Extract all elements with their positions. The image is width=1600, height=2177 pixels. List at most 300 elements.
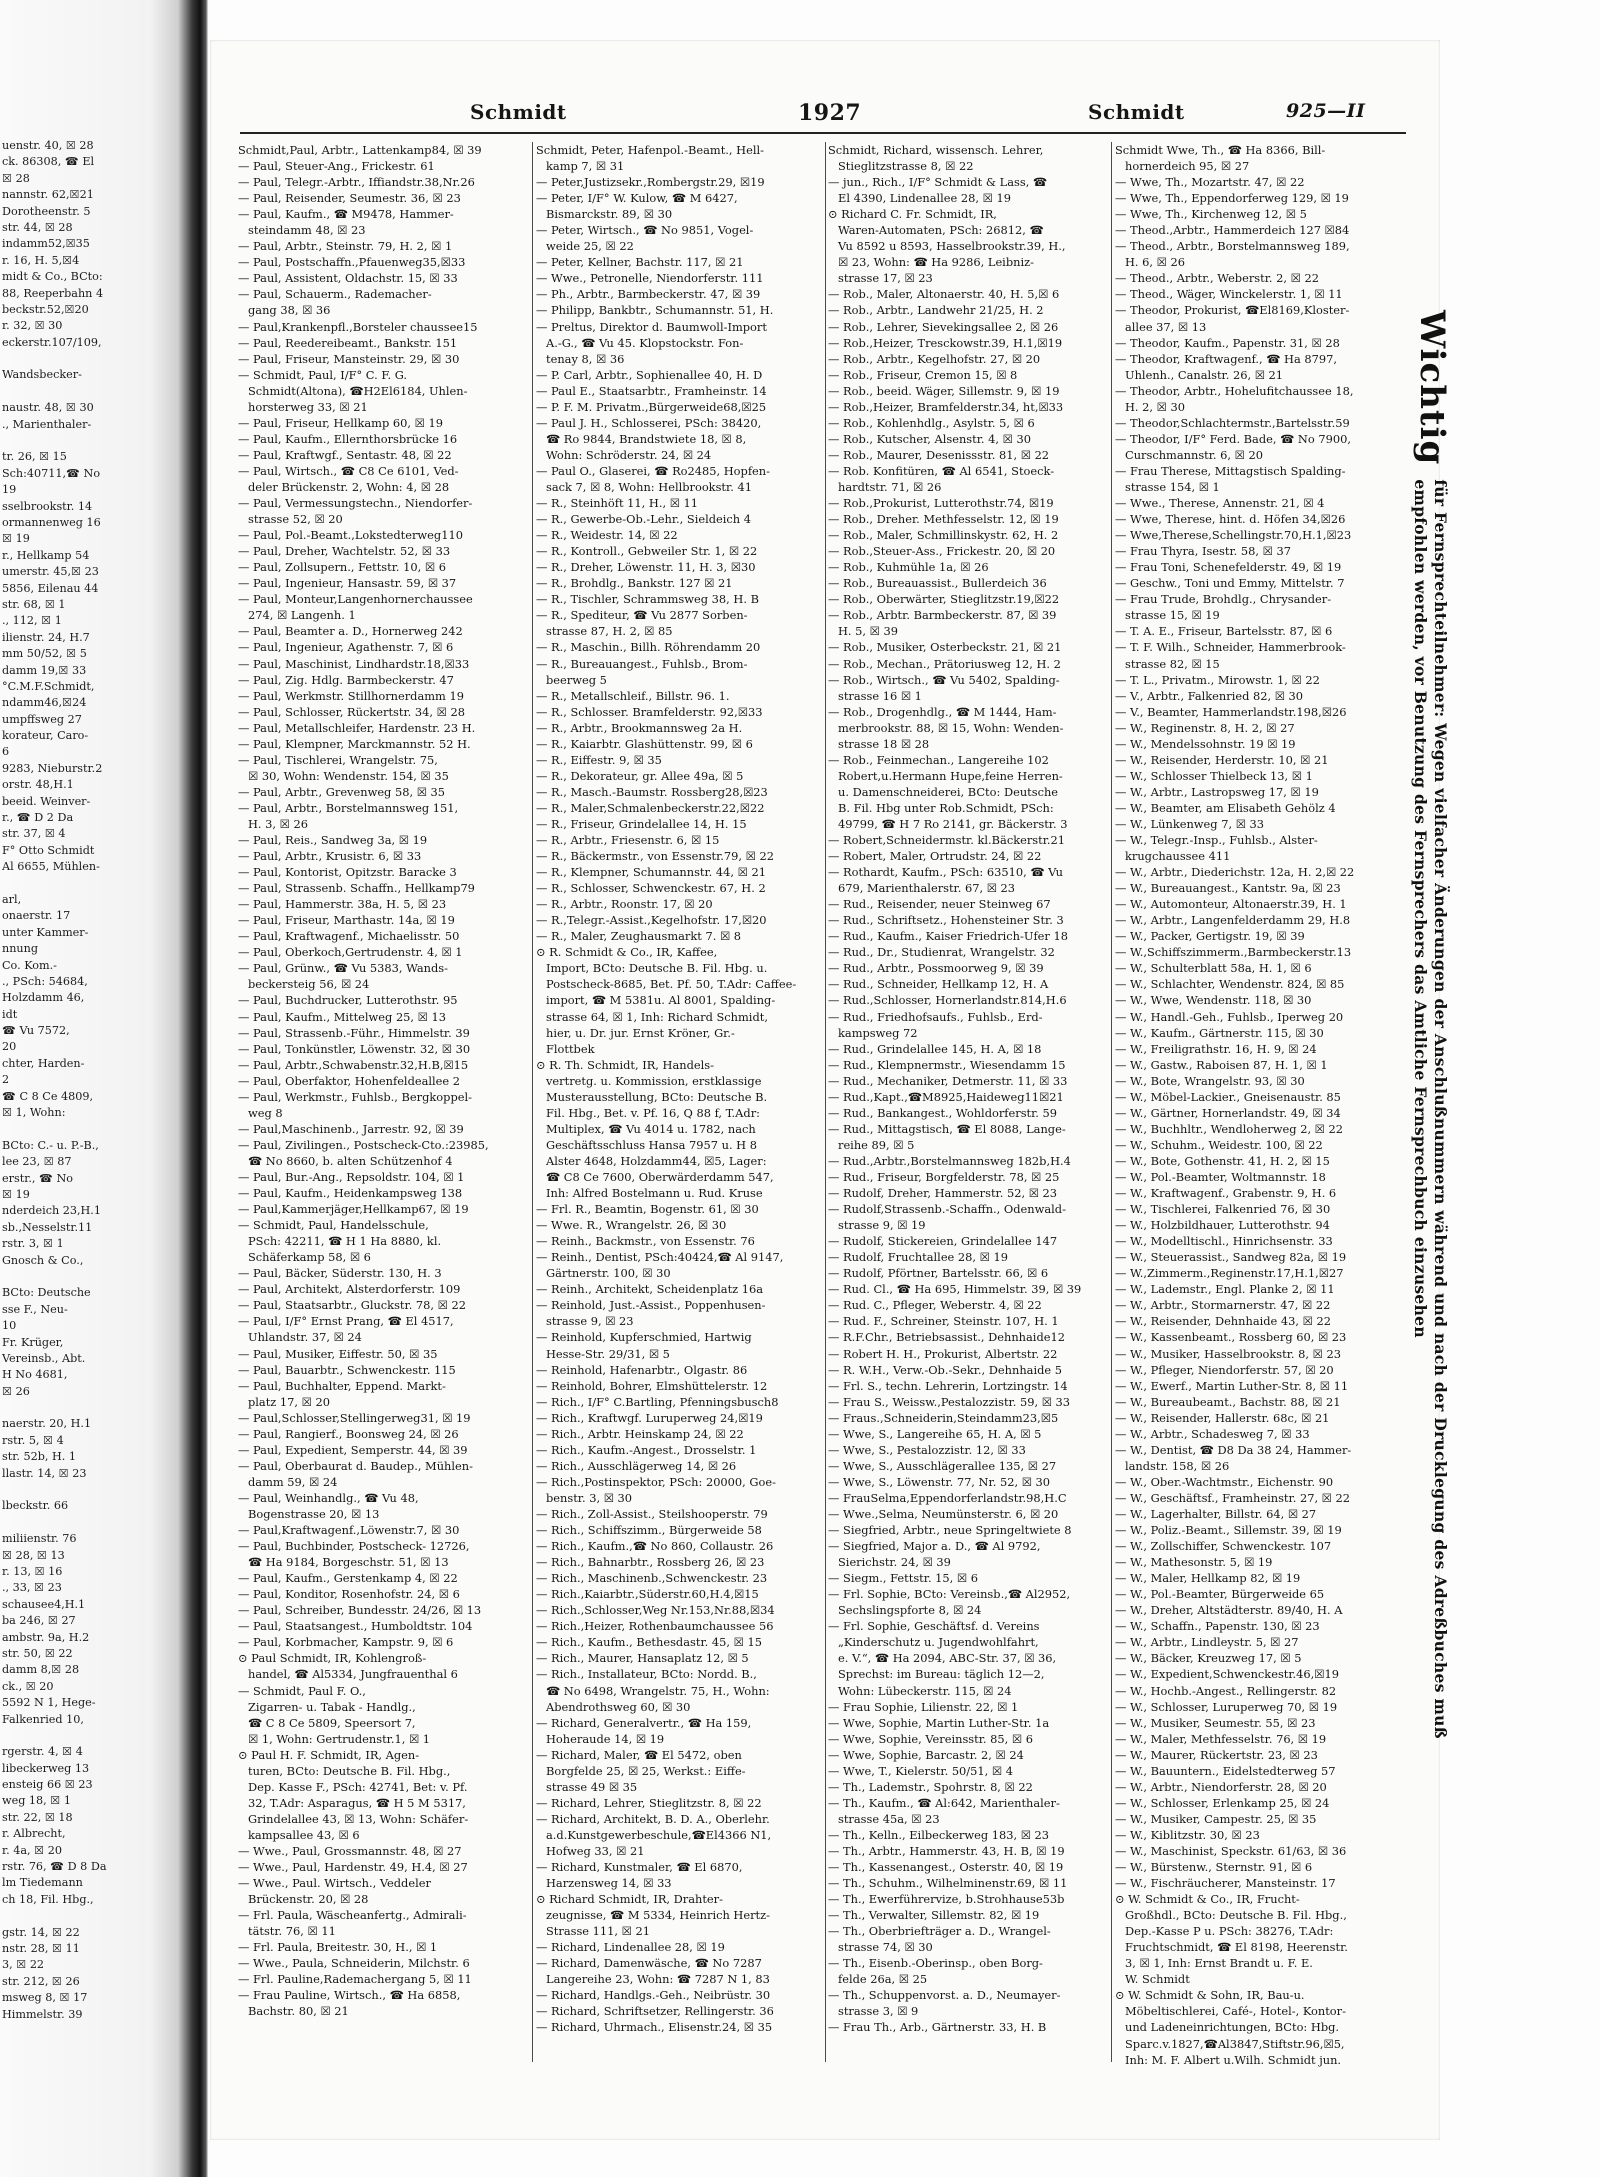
directory-entry-line: — W.,Zimmerm.,Reginenstr.17,H.1,☒27 <box>1115 1266 1344 1281</box>
prev-column-line: str. 52b, H. 1 <box>2 1450 76 1464</box>
directory-entry-line: hardtstr. 71, ☒ 26 <box>838 479 942 494</box>
directory-entry-line: — W., Arbtr., Diederichstr. 12a, H. 2,☒ 22 <box>1115 865 1355 880</box>
directory-entry-line: — R., Masch.-Baumstr. Rossberg28,☒23 <box>536 784 768 799</box>
prev-column-line: r. Albrecht, <box>2 1827 66 1841</box>
directory-entry-line: — W., Handl.-Geh., Fuhlsb., Iperweg 20 <box>1115 1009 1344 1024</box>
directory-entry-line: — W., Pfleger, Niendorferstr. 57, ☒ 20 <box>1115 1362 1334 1377</box>
directory-entry-line: Uhlandstr. 37, ☒ 24 <box>248 1330 362 1345</box>
directory-entry-line: — Wwe, Th., Mozartstr. 47, ☒ 22 <box>1115 175 1305 190</box>
directory-entry-line: e. V.“, ☎ Ha 2094, ABC-Str. 37, ☒ 36, <box>838 1651 1057 1666</box>
prev-column-line: Sch:40711,☎ No <box>2 466 101 480</box>
directory-entry-line: — W., Maler, Methfesselstr. 76, ☒ 19 <box>1115 1731 1327 1746</box>
directory-entry-line: — Paul, Buchdrucker, Lutterothstr. 95 <box>238 993 458 1008</box>
directory-entry-line: — Frau S., Weissw.,Pestalozzistr. 59, ☒ 33 <box>828 1394 1071 1409</box>
directory-entry-line: Flottbek <box>546 1041 595 1056</box>
prev-column-line: H No 4681, <box>2 1368 68 1382</box>
directory-entry-line: — Paul, Architekt, Alsterdorferstr. 109 <box>238 1282 461 1297</box>
prev-column-line: ☒ 28, ☒ 13 <box>2 1548 65 1562</box>
directory-entry-line: — Rich., Kraftwgf. Luruperweg 24,☒19 <box>536 1410 763 1425</box>
directory-entry-line: — Frau Toni, Schenefelderstr. 49, ☒ 19 <box>1115 560 1342 575</box>
directory-entry-line: — W., Reisender, Dehnhaide 43, ☒ 22 <box>1115 1314 1331 1329</box>
directory-entry-line: — Th., Kelln., Eilbeckerweg 183, ☒ 23 <box>828 1827 1050 1842</box>
directory-entry-line: Gärtnerstr. 100, ☒ 30 <box>546 1266 671 1281</box>
directory-entry-line: — Wwe, Therese, hint. d. Höfen 34,☒26 <box>1115 512 1346 527</box>
prev-column-line: damm 8,☒ 28 <box>2 1663 80 1677</box>
directory-entry-line: — Richard, Damenwäsche, ☎ No 7287 <box>536 1956 762 1971</box>
directory-entry-line: — W., Möbel-Lackier., Gneisenaustr. 85 <box>1115 1089 1341 1104</box>
directory-entry-line: strasse 18 ☒ 28 <box>838 736 930 751</box>
directory-entry-line: Inh: Alfred Bostelmann u. Rud. Kruse <box>546 1186 763 1201</box>
directory-entry-line: — Paul, Buchhalter, Eppend. Markt- <box>238 1378 446 1393</box>
directory-entry-line: — Rob., Kohlenhdlg., Asylstr. 5, ☒ 6 <box>828 415 1035 430</box>
directory-entry-line: tätstr. 76, ☒ 11 <box>248 1924 336 1939</box>
directory-entry-line: 274, ☒ Langenh. 1 <box>248 608 356 623</box>
directory-entry-line: — Rudolf, Stickereien, Grindelallee 147 <box>828 1234 1058 1249</box>
directory-entry-line: — jun., Rich., I/F° Schmidt & Lass, ☎ <box>828 175 1048 190</box>
directory-entry-line: — Paul, Arbtr.,Schwabenstr.32,H.B,☒15 <box>238 1057 469 1072</box>
directory-entry-line: strasse 49 ☒ 35 <box>546 1779 638 1794</box>
directory-entry-line: — Paul, Kontorist, Opitzstr. Baracke 3 <box>238 865 457 880</box>
directory-entry-line: — W., Reisender, Hallerstr. 68c, ☒ 21 <box>1115 1410 1330 1425</box>
directory-entry-line: Dep.-Kasse P u. PSch: 38276, T.Adr: <box>1125 1924 1334 1939</box>
directory-entry-line: — W., Hochb.-Angest., Rellingerstr. 82 <box>1115 1683 1337 1698</box>
directory-entry-line: — Paul, Dreher, Wachtelstr. 52, ☒ 33 <box>238 544 451 559</box>
directory-entry-line: — W., Arbtr., Lindleystr. 5, ☒ 27 <box>1115 1635 1299 1650</box>
prev-column-line <box>2 1908 152 1924</box>
directory-entry-line: H. 3, ☒ 26 <box>248 816 308 831</box>
directory-entry-line: — Rob., Feinmechan., Langereihe 102 <box>828 752 1049 767</box>
directory-entry-line: — Rud., Grindelallee 145, H. A, ☒ 18 <box>828 1041 1042 1056</box>
directory-entry-line: — W., Kassenbeamt., Rossberg 60, ☒ 23 <box>1115 1330 1347 1345</box>
directory-column-2 <box>536 142 822 2072</box>
prev-column-line: mm 50/52, ☒ 5 <box>2 647 87 661</box>
prev-column-line: r. 13, ☒ 16 <box>2 1564 63 1578</box>
directory-entry-line: — Rob., Drogenhdlg., ☎ M 1444, Ham- <box>828 704 1057 719</box>
directory-entry-line: — Rich., Installateur, BCto: Nordd. B., <box>536 1667 757 1682</box>
directory-entry-line: — Rich., Arbtr. Heinskamp 24, ☒ 22 <box>536 1426 744 1441</box>
directory-entry-line: — Paul, Kaufm., Heidenkampsweg 138 <box>238 1186 463 1201</box>
directory-entry-line: — T. L., Privatm., Mirowstr. 1, ☒ 22 <box>1115 672 1320 687</box>
prev-column-line: ☒ 26 <box>2 1384 30 1398</box>
directory-entry-line: — Rob., Arbtr., Landwehr 21/25, H. 2 <box>828 303 1044 318</box>
directory-entry-line: strasse 52, ☒ 20 <box>248 512 343 527</box>
directory-entry-line: — Paul, Kaufm., Ellernthorsbrücke 16 <box>238 431 458 446</box>
directory-entry-line: Harzensweg 14, ☒ 33 <box>546 1876 672 1891</box>
prev-column-line: 9283, Nieburstr.2 <box>2 761 103 775</box>
directory-entry-line: — R., Gewerbe-Ob.-Lehr., Sieldeich 4 <box>536 512 751 527</box>
directory-entry-line: — W., Freiligrathstr. 16, H. 9, ☒ 24 <box>1115 1041 1317 1056</box>
directory-entry-line: — Paul, Weinhandlg., ☎ Vu 48, <box>238 1490 419 1505</box>
directory-entry-line: — Paul,Kraftwagenf.,Löwenstr.7, ☒ 30 <box>238 1523 460 1538</box>
directory-entry-line: — Wwe, S., Löwenstr. 77, Nr. 52, ☒ 30 <box>828 1474 1051 1489</box>
directory-entry-line: — Paul, Schreiber, Bundesstr. 24/26, ☒ 13 <box>238 1603 482 1618</box>
directory-entry-line: — Frl. Paula, Breitestr. 30, H., ☒ 1 <box>238 1940 438 1955</box>
directory-entry-line: — Th., Ewerführervize, b.Strohhause53b <box>828 1892 1065 1907</box>
directory-entry-line: — T. F. Wilh., Schneider, Hammerbrook- <box>1115 640 1346 655</box>
directory-entry-line: Hoheraude 14, ☒ 19 <box>546 1731 665 1746</box>
directory-entry-line: — Theod.,Arbtr., Hammerdeich 127 ☒84 <box>1115 223 1350 238</box>
directory-entry-line: — R., Maler,Schmalenbeckerstr.22,☒22 <box>536 800 765 815</box>
directory-entry-line: — W., Schulterblatt 58a, H. 1, ☒ 6 <box>1115 961 1312 976</box>
directory-entry-line: H. 5, ☒ 39 <box>838 624 898 639</box>
directory-entry-line: steindamm 48, ☒ 23 <box>248 223 366 238</box>
prev-column-line: Dorotheenstr. 5 <box>2 204 91 218</box>
prev-column-line: llastr. 14, ☒ 23 <box>2 1466 87 1480</box>
directory-entry-line: — R., Bäckermstr., von Essenstr.79, ☒ 22 <box>536 849 774 864</box>
directory-entry-line: — P. F. M. Privatm.,Bürgerweide68,☒25 <box>536 399 767 414</box>
prev-column-line: unter Kammer- <box>2 925 89 939</box>
directory-entry-line: strasse 45a, ☒ 23 <box>838 1811 940 1826</box>
header-rule <box>240 132 1406 134</box>
directory-entry-line: — R. W.H., Verw.-Ob.-Sekr., Dehnhaide 5 <box>828 1362 1063 1377</box>
prev-column-line: str. 37, ☒ 4 <box>2 827 66 841</box>
directory-entry-line: — W., Maschinist, Speckstr. 61/63, ☒ 36 <box>1115 1843 1347 1858</box>
directory-entry-line: — Wwe., Paul. Wirtsch., Veddeler <box>238 1876 431 1891</box>
prev-column-line: naustr. 48, ☒ 30 <box>2 401 94 415</box>
directory-entry-line: — Theod., Arbtr., Borstelmannsweg 189, <box>1115 239 1350 254</box>
directory-entry-line: — W., Bote, Gothenstr. 41, H. 2, ☒ 15 <box>1115 1153 1330 1168</box>
directory-entry-line: — Wwe., Paul, Hardenstr. 49, H.4, ☒ 27 <box>238 1860 468 1875</box>
directory-entry-line: ⊙ W. Schmidt & Co., IR, Frucht- <box>1115 1892 1300 1907</box>
prev-column-line: str. 68, ☒ 1 <box>2 597 66 611</box>
directory-entry-line: — Theodor, Kaufm., Papenstr. 31, ☒ 28 <box>1115 335 1340 350</box>
directory-entry-line: — W., Arbtr., Langenfelderdamm 29, H.8 <box>1115 913 1351 928</box>
directory-entry-line: merbrookstr. 88, ☒ 15, Wohn: Wenden- <box>838 720 1064 735</box>
directory-entry-line: — Rud., Friedhofsaufs., Fuhlsb., Erd- <box>828 1009 1043 1024</box>
directory-entry-line: — R.,Telegr.-Assist.,Kegelhofstr. 17,☒20 <box>536 913 767 928</box>
directory-entry-line: — Paul, Beamter a. D., Hornerweg 242 <box>238 624 463 639</box>
directory-entry-line: Brückenstr. 20, ☒ 28 <box>248 1892 369 1907</box>
directory-entry-line: — Rud., Kaufm., Kaiser Friedrich-Ufer 18 <box>828 929 1068 944</box>
prev-column-line: Wandsbecker- <box>2 368 82 382</box>
directory-entry-line: — Paul, Arbtr., Grevenweg 58, ☒ 35 <box>238 784 446 799</box>
prev-column-line: sse F., Neu- <box>2 1302 68 1316</box>
directory-entry-line: — W., Bauuntern., Eidelstedterweg 57 <box>1115 1763 1336 1778</box>
directory-entry-line: — Wwe, S., Pestalozzistr. 12, ☒ 33 <box>828 1442 1026 1457</box>
directory-entry-line: — Th., Oberbriefträger a. D., Wrangel- <box>828 1924 1051 1939</box>
directory-entry-line: — Paul,Maschinenb., Jarrestr. 92, ☒ 39 <box>238 1121 464 1136</box>
directory-entry-line: Schäferkamp 58, ☒ 6 <box>248 1250 371 1265</box>
directory-entry-line: — Rob., Kutscher, Alsenstr. 4, ☒ 30 <box>828 431 1031 446</box>
directory-entry-line: — Richard, Architekt, B. D. A., Oberlehr. <box>536 1811 770 1826</box>
directory-entry-line: — W., Musiker, Hasselbrookstr. 8, ☒ 23 <box>1115 1346 1341 1361</box>
column-divider <box>532 142 533 2062</box>
directory-entry-line: H. 2, ☒ 30 <box>1125 399 1185 414</box>
prev-column-line: umerstr. 45,☒ 23 <box>2 565 99 579</box>
directory-entry-line: — Paul, Zivilingen., Postscheck-Cto.:23985, <box>238 1137 489 1152</box>
prev-column-line: ., Marienthaler- <box>2 417 92 431</box>
directory-entry-line: — Paul, Konditor, Rosenhofstr. 24, ☒ 6 <box>238 1587 460 1602</box>
directory-entry-line: — Rob., Musiker, Osterbeckstr. 21, ☒ 21 <box>828 640 1062 655</box>
directory-entry-line: — Paul, Kraftwagenf., Michaelisstr. 50 <box>238 929 460 944</box>
directory-entry-line: Dep. Kasse F., PSch: 42741, Bet: v. Pf. <box>248 1779 468 1794</box>
directory-entry-line: Strasse 111, ☒ 21 <box>546 1924 650 1939</box>
directory-entry-line: a.d.Kunstgewerbeschule,☎El4366 N1, <box>546 1827 772 1842</box>
directory-entry-line: — Th., Kaufm., ☎ Al:642, Marienthaler- <box>828 1795 1060 1810</box>
directory-entry-line: — Paul, I/F° Ernst Prang, ☎ El 4517, <box>238 1314 454 1329</box>
directory-entry-line: ☒ 30, Wohn: Wendenstr. 154, ☒ 35 <box>248 768 449 783</box>
directory-entry-line: — Paul, Werkmstr. Stillhornerdamm 19 <box>238 688 464 703</box>
directory-entry-line: — Paul, Oberkoch,Gertrudenstr. 4, ☒ 1 <box>238 945 463 960</box>
directory-entry-line: — Paul, Wirtsch., ☎ C8 Ce 6101, Ved- <box>238 463 459 478</box>
directory-entry-line: — W., Ober.-Wachtmstr., Eichenstr. 90 <box>1115 1474 1334 1489</box>
directory-entry-line: tenay 8, ☒ 36 <box>546 351 625 366</box>
directory-entry-line: ⊙ W. Schmidt & Sohn, IR, Bau-u. <box>1115 1988 1305 2003</box>
directory-entry-line: — W., Beamter, am Elisabeth Gehölz 4 <box>1115 800 1336 815</box>
directory-entry-line: — W., Automonteur, Altonaerstr.39, H. 1 <box>1115 897 1347 912</box>
directory-entry-line: — R., Maler, Zeughausmarkt 7. ☒ 8 <box>536 929 742 944</box>
directory-entry-line: — Paul, Schauerm., Rademacher- <box>238 287 432 302</box>
directory-entry-line: strasse 16 ☒ 1 <box>838 688 922 703</box>
directory-entry-line: — R., Klempner, Schumannstr. 44, ☒ 21 <box>536 865 766 880</box>
directory-entry-line: — Wwe.,Selma, Neumünsterstr. 6, ☒ 20 <box>828 1506 1059 1521</box>
directory-entry-line: — Richard, Lehrer, Stieglitzstr. 8, ☒ 22 <box>536 1795 762 1810</box>
directory-entry-line: ⊙ Richard Schmidt, IR, Drahter- <box>536 1892 723 1907</box>
directory-entry-line: Sierichstr. 24, ☒ 39 <box>838 1555 951 1570</box>
directory-entry-line: — Rud.,Kapt.,☎M8925,Haideweg11☒21 <box>828 1089 1064 1104</box>
directory-entry-line: — Theodor,Schlachtermstr.,Bartelsstr.59 <box>1115 415 1350 430</box>
prev-column-line: BCto: Deutsche <box>2 1286 91 1300</box>
directory-entry-line: Bogenstrasse 20, ☒ 13 <box>248 1506 380 1521</box>
prev-column-line: eckerstr.107/109, <box>2 335 102 349</box>
directory-entry-line: — Th., Schuhm., Wilhelminenstr.69, ☒ 11 <box>828 1876 1068 1891</box>
directory-entry-line: benstr. 3, ☒ 30 <box>546 1490 633 1505</box>
directory-entry-line: Schmidt Wwe, Th., ☎ Ha 8366, Bill- <box>1115 143 1326 157</box>
directory-entry-line: — Schmidt, Paul F. O., <box>238 1683 366 1698</box>
page-header-left-name: Schmidt <box>470 100 567 124</box>
directory-entry-line: — Wwe., Petronelle, Niendorferstr. 111 <box>536 271 764 286</box>
directory-entry-line: — Rich., Kaufm.,☎ No 860, Collaustr. 26 <box>536 1539 774 1554</box>
directory-entry-line: — W., Kiblitzstr. 30, ☒ 23 <box>1115 1827 1260 1842</box>
directory-entry-line: Sparc.v.1827,☎Al3847,Stiftstr.96,☒5, <box>1125 2036 1345 2051</box>
prev-column-line: nnung <box>2 942 38 956</box>
prev-column-line: lbeckstr. 66 <box>2 1499 69 1513</box>
directory-entry-line: — W., Musiker, Seumestr. 55, ☒ 23 <box>1115 1715 1316 1730</box>
directory-entry-line: ⊙ R. Th. Schmidt, IR, Handels- <box>536 1057 714 1072</box>
directory-entry-line: Import, BCto: Deutsche B. Fil. Hbg. u. <box>546 961 768 976</box>
directory-entry-line: reihe 89, ☒ 5 <box>838 1137 915 1152</box>
directory-entry-line: — R., Tischler, Schrammsweg 38, H. B <box>536 592 759 607</box>
directory-entry-line: — Wwe, Th., Kirchenweg 12, ☒ 5 <box>1115 207 1307 222</box>
directory-entry-line: — Siegm., Fettstr. 15, ☒ 6 <box>828 1571 979 1586</box>
prev-column-line: uenstr. 40, ☒ 28 <box>2 139 94 152</box>
directory-entry-line: import, ☎ M 5381u. Al 8001, Spalding- <box>546 993 776 1008</box>
directory-entry-line: strasse 17, ☒ 23 <box>838 271 933 286</box>
directory-entry-line: — Rob., Maler, Schmillinskystr. 62, H. 2 <box>828 528 1059 543</box>
directory-entry-line: ☎ Ha 9184, Borgeschstr. 51, ☒ 13 <box>248 1555 449 1570</box>
directory-entry-line: krugchaussee 411 <box>1125 849 1231 864</box>
directory-entry-line: — Paul, Oberbaurat d. Baudep., Mühlen- <box>238 1458 473 1473</box>
directory-entry-line: — Rud., Schriftsetz., Hohensteiner Str. 3 <box>828 913 1064 928</box>
prev-column-line: ☒ 19 <box>2 532 30 546</box>
directory-entry-line: Borgfelde 25, ☒ 25, Werkst.: Eiffe- <box>546 1763 746 1778</box>
directory-entry-line: — Rob. Konfitüren, ☎ Al 6541, Stoeck- <box>828 463 1055 478</box>
directory-entry-line: Fil. Hbg., Bet. v. Pf. 16, Q 88 f, T.Adr: <box>546 1105 760 1120</box>
directory-entry-line: — W., Mathesonstr. 5, ☒ 19 <box>1115 1555 1273 1570</box>
prev-column-line: 3, ☒ 22 <box>2 1958 45 1972</box>
directory-entry-line: und Ladeneinrichtungen, BCto: Hbg. <box>1125 2020 1340 2035</box>
directory-entry-line: — W., Telegr.-Insp., Fuhlsb., Alster- <box>1115 833 1318 848</box>
directory-entry-line: — Rich.,Schlosser,Weg Nr.153,Nr.88,☒34 <box>536 1603 775 1618</box>
directory-entry-line: Multiplex, ☎ Vu 4014 u. 1782, nach <box>546 1121 756 1136</box>
directory-entry-line: horsterweg 33, ☒ 21 <box>248 399 368 414</box>
directory-entry-line: B. Fil. Hbg unter Rob.Schmidt, PSch: <box>838 800 1054 815</box>
directory-entry-line: — Richard, Uhrmach., Elisenstr.24, ☒ 35 <box>536 2020 773 2035</box>
directory-entry-line: — Rud., Arbtr., Possmoorweg 9, ☒ 39 <box>828 961 1044 976</box>
directory-entry-line: — Paul J. H., Schlosserei, PSch: 38420, <box>536 415 762 430</box>
directory-entry-line: ⊙ R. Schmidt & Co., IR, Kaffee, <box>536 945 718 960</box>
directory-entry-line: hornerdeich 95, ☒ 27 <box>1125 159 1250 174</box>
directory-entry-line: — W., Gastw., Raboisen 87, H. 1, ☒ 1 <box>1115 1057 1328 1072</box>
prev-column-line: lm Tiedemann <box>2 1876 83 1890</box>
directory-entry-line: — W., Dentist, ☎ D8 Da 38 24, Hammer- <box>1115 1442 1352 1457</box>
directory-entry-line: — Rothardt, Kaufm., PSch: 63510, ☎ Vu <box>828 865 1063 880</box>
directory-entry-line: — Richard, Lindenallee 28, ☒ 19 <box>536 1940 725 1955</box>
directory-entry-line: — W., Bote, Wrangelstr. 93, ☒ 30 <box>1115 1073 1305 1088</box>
prev-column-line <box>2 876 152 892</box>
directory-entry-line: sack 7, ☒ 8, Wohn: Hellbrookstr. 41 <box>546 479 752 494</box>
directory-entry-line: — R., Eiffestr. 9, ☒ 35 <box>536 752 662 767</box>
directory-entry-line: ☎ No 8660, b. alten Schützenhof 4 <box>248 1153 453 1168</box>
directory-entry-line: — Rud. Cl., ☎ Ha 695, Himmelstr. 39, ☒ 39 <box>828 1282 1082 1297</box>
directory-entry-line: — Rud.,Arbtr.,Borstelmannsweg 182b,H.4 <box>828 1153 1071 1168</box>
directory-entry-line: — Paul, Pol.-Beamt.,Lokstedterweg110 <box>238 528 463 543</box>
directory-column-4 <box>1115 142 1407 2072</box>
directory-entry-line: — W., Maurer, Rückertstr. 23, ☒ 23 <box>1115 1747 1318 1762</box>
directory-entry-line: — W., Poliz.-Beamt., Sillemstr. 39, ☒ 19 <box>1115 1523 1342 1538</box>
prev-column-line: Fr. Krüger, <box>2 1335 64 1349</box>
directory-entry-line: — Frau Th., Arb., Gärtnerstr. 33, H. B <box>828 2020 1047 2035</box>
directory-entry-line: — Rud., Klempnermstr., Wiesendamm 15 <box>828 1057 1066 1072</box>
directory-entry-line: — Th., Kassenangest., Osterstr. 40, ☒ 19 <box>828 1860 1064 1875</box>
directory-entry-line: — Paul, Monteur,Langenhornerchaussee <box>238 592 473 607</box>
directory-entry-line: — Robert, Maler, Ortrudstr. 24, ☒ 22 <box>828 849 1042 864</box>
directory-entry-line: — Geschw., Toni und Emmy, Mittelstr. 7 <box>1115 576 1345 591</box>
directory-entry-line: landstr. 158, ☒ 26 <box>1125 1458 1230 1473</box>
prev-column-line: °C.M.F.Schmidt, <box>2 679 95 693</box>
directory-entry-line: ☎ C 8 Ce 5809, Speersort 7, <box>248 1715 416 1730</box>
directory-entry-line: — Paul, Expedient, Semperstr. 44, ☒ 39 <box>238 1442 468 1457</box>
directory-entry-line: — Schmidt, Paul, I/F° C. F. G. <box>238 367 408 382</box>
directory-entry-line: — Th., Lademstr., Spohrstr. 8, ☒ 22 <box>828 1779 1033 1794</box>
directory-entry-line: strasse 82, ☒ 15 <box>1125 656 1220 671</box>
directory-entry-line: — Rud.,Schlosser, Hornerlandstr.814,H.6 <box>828 993 1067 1008</box>
directory-column-1 <box>238 142 528 2072</box>
directory-entry-line: — W., Pol.-Beamter, Bürgerweide 65 <box>1115 1587 1325 1602</box>
directory-entry-line: — Paul, Friseur, Hellkamp 60, ☒ 19 <box>238 415 443 430</box>
directory-entry-line: Vu 8592 u 8593, Hasselbrookstr.39, H., <box>838 239 1066 254</box>
directory-entry-line: — R., Schlosser, Schwenckestr. 67, H. 2 <box>536 881 766 896</box>
directory-entry-line: — Th., Verwalter, Sillemstr. 82, ☒ 19 <box>828 1908 1040 1923</box>
directory-entry-line: Musterausstellung, BCto: Deutsche B. <box>546 1089 768 1104</box>
prev-column-line: 10 <box>2 1319 17 1333</box>
directory-entry-line: — W., Modelltischl., Hinrichsenstr. 33 <box>1115 1234 1333 1249</box>
prev-column-line: miliienstr. 76 <box>2 1532 77 1546</box>
directory-entry-line: u. Damenschneiderei, BCto: Deutsche <box>838 784 1059 799</box>
directory-entry-line: — Paul O., Glaserei, ☎ Ro2485, Hopfen- <box>536 463 770 478</box>
directory-entry-line: — Paul,Kammerjäger,Hellkamp67, ☒ 19 <box>238 1202 469 1217</box>
prev-column-line <box>2 1728 152 1744</box>
directory-entry-line: ⊙ Richard C. Fr. Schmidt, IR, <box>828 207 997 222</box>
directory-entry-line: — Wwe,Therese,Schellingstr.70,H.1,☒23 <box>1115 528 1352 543</box>
directory-entry-line: — W., Arbtr., Schadesweg 7, ☒ 33 <box>1115 1426 1310 1441</box>
directory-entry-line: — Richard, Generalvertr., ☎ Ha 159, <box>536 1715 752 1730</box>
directory-entry-line: Waren-Automaten, PSch: 26812, ☎ <box>838 223 1044 238</box>
directory-entry-line: — Frau Trude, Brohdlg., Chrysander- <box>1115 592 1332 607</box>
directory-entry-line: — Rud., Mittagstisch, ☎ El 8088, Lange- <box>828 1121 1066 1136</box>
directory-entry-line: — Rob., Dreher. Methfesselstr. 12, ☒ 19 <box>828 512 1059 527</box>
directory-entry-line: strasse 74, ☒ 30 <box>838 1940 933 1955</box>
directory-entry-line: — Wwe., Paula, Schneiderin, Milchstr. 6 <box>238 1956 470 1971</box>
directory-entry-line: — Frau Sophie, Lilienstr. 22, ☒ 1 <box>828 1699 1019 1714</box>
directory-entry-line: — R., Dekorateur, gr. Allee 49a, ☒ 5 <box>536 768 744 783</box>
directory-entry-line: — Richard, Kunstmaler, ☎ El 6870, <box>536 1860 743 1875</box>
directory-entry-line: — Rob.,Prokurist, Lutterothstr.74, ☒19 <box>828 496 1054 511</box>
prev-column-line: ilienstr. 24, H.7 <box>2 630 90 644</box>
prev-column-line: str. 44, ☒ 28 <box>2 220 73 234</box>
directory-entry-line: handel, ☎ Al5334, Jungfrauenthal 6 <box>248 1667 458 1682</box>
directory-entry-line: — Rich., Schiffszimm., Bürgerweide 58 <box>536 1523 762 1538</box>
prev-column-line: chter, Harden- <box>2 1056 85 1070</box>
prev-column-line: rstr. 76, ☎ D 8 Da <box>2 1860 107 1874</box>
prev-column-line <box>2 1515 152 1531</box>
directory-entry-line: — Paul, Vermessungstechn., Niendorfer- <box>238 496 473 511</box>
directory-entry-line: — Rob., Arbtr., Kegelhofstr. 27, ☒ 20 <box>828 351 1041 366</box>
prev-column-line: ch 18, Fil. Hbg., <box>2 1892 94 1906</box>
prev-column-line: korateur, Caro- <box>2 729 89 743</box>
directory-entry-line: — Frl. Sophie, Geschäftsf. d. Vereins <box>828 1619 1040 1634</box>
directory-entry-line: — T. A. E., Friseur, Bartelsstr. 87, ☒ 6 <box>1115 624 1333 639</box>
directory-entry-line: — Paul, Schlosser, Rückertstr. 34, ☒ 28 <box>238 704 465 719</box>
directory-entry-line: — Peter, Wirtsch., ☎ No 9851, Vogel- <box>536 223 754 238</box>
directory-entry-line: Hofweg 33, ☒ 21 <box>546 1843 645 1858</box>
prev-column-line: r., Hellkamp 54 <box>2 548 90 562</box>
directory-entry-line: strasse 64, ☒ 1, Inh: Richard Schmidt, <box>546 1009 768 1024</box>
directory-entry-line: — Paul, Grünw., ☎ Vu 5383, Wands- <box>238 961 448 976</box>
prev-column-line: arl, <box>2 892 22 906</box>
directory-entry-line: Grindelallee 43, ☒ 13, Wohn: Schäfer- <box>248 1811 469 1826</box>
prev-column-line: str. 212, ☒ 26 <box>2 1974 80 1988</box>
directory-entry-line: — W., Schaffn., Papenstr. 130, ☒ 23 <box>1115 1619 1320 1634</box>
directory-entry-line: strasse 154, ☒ 1 <box>1125 479 1220 494</box>
directory-entry-line: kampsallee 43, ☒ 6 <box>248 1827 360 1842</box>
directory-entry-line: — V., Arbtr., Falkenried 82, ☒ 30 <box>1115 688 1304 703</box>
directory-entry-line: Schmidt,Paul, Arbtr., Lattenkamp84, ☒ 39 <box>238 143 482 157</box>
directory-entry-line: — Rich., Maurer, Hansaplatz 12, ☒ 5 <box>536 1651 749 1666</box>
directory-entry-line: — Wwe, T., Kielerstr. 50/51, ☒ 4 <box>828 1763 1013 1778</box>
notice-title: Wichtig <box>1412 310 1452 466</box>
directory-entry-line: — Rich.,Postinspektor, PSch: 20000, Goe- <box>536 1474 776 1489</box>
directory-column-3 <box>828 142 1110 2072</box>
directory-entry-line: — Paul, Tischlerei, Wrangelstr. 75, <box>238 752 438 767</box>
directory-entry-line: — Rudolf, Fruchtallee 28, ☒ 19 <box>828 1250 1008 1265</box>
directory-entry-line: strasse 9, ☒ 19 <box>838 1218 926 1233</box>
prev-column-line: r. 16, H. 5,☒4 <box>2 253 80 267</box>
directory-entry-line: — W., Gärtner, Hornerlandstr. 49, ☒ 34 <box>1115 1105 1341 1120</box>
page-number: 925—II <box>1286 100 1366 122</box>
directory-entry-line: — R., Brohdlg., Bankstr. 127 ☒ 21 <box>536 576 733 591</box>
prev-column-line: ☒ 1, Wohn: <box>2 1106 66 1120</box>
directory-entry-line: — Rudolf, Dreher, Hammerstr. 52, ☒ 23 <box>828 1186 1058 1201</box>
directory-entry-line: Abendrothsweg 60, ☒ 30 <box>546 1699 691 1714</box>
prev-column-line: 20 <box>2 1040 17 1054</box>
directory-entry-line: — R., Bureauangest., Fuhlsb., Brom- <box>536 656 748 671</box>
directory-entry-line: — Paul, Steuer-Ang., Frickestr. 61 <box>238 159 435 174</box>
directory-entry-line: — Paul, Maschinist, Lindhardstr.18,☒33 <box>238 656 470 671</box>
directory-entry-line: — Theodor, Arbtr., Hohelufitchaussee 18, <box>1115 383 1354 398</box>
prev-column-line: str. 50, ☒ 22 <box>2 1646 73 1660</box>
directory-entry-line: — W., Lagerhalter, Billstr. 64, ☒ 27 <box>1115 1506 1317 1521</box>
